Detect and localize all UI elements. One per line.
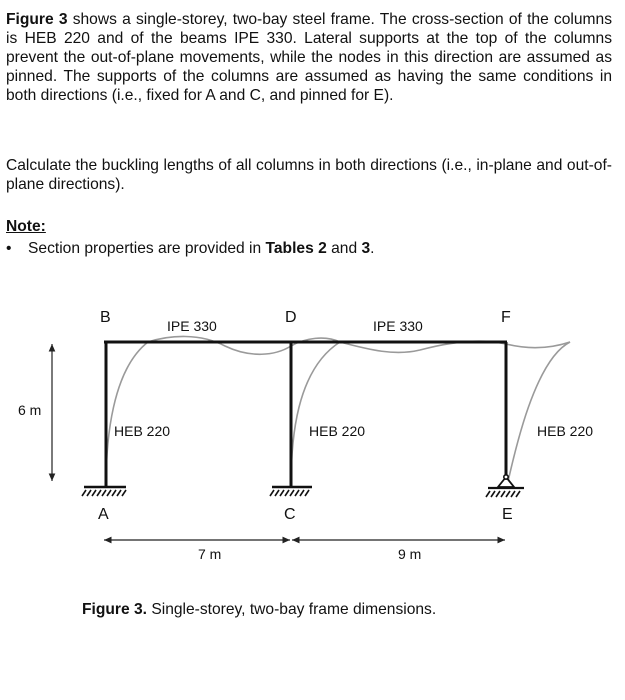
bullet-icon: • (6, 240, 12, 257)
fixed-support-a (82, 487, 126, 496)
node-label-b: B (100, 309, 111, 326)
beam-label-bd: IPE 330 (167, 318, 217, 334)
bullet-text-end: . (370, 240, 375, 257)
buckled-shape (106, 336, 570, 486)
figure-caption-number: Figure 3. (82, 601, 147, 618)
node-label-a: A (98, 506, 109, 523)
buckled-column-cd (291, 342, 340, 486)
note-title: Note: (6, 218, 46, 235)
node-label-e: E (502, 506, 513, 523)
task-statement: Calculate the buckling lengths of all columns in both directions (i.e., in-plane and out-of-plane directions). (6, 157, 612, 193)
figure-ref: Figure 3 (6, 11, 68, 28)
bullet-text-pre: Section properties are provided in (28, 240, 266, 257)
column-label-ef: HEB 220 (537, 423, 594, 439)
bullet-text-mid: and (326, 240, 362, 257)
buckled-column-ab (106, 342, 148, 486)
buckled-column-ef (507, 342, 570, 486)
pinned-support-e (486, 475, 524, 497)
column-label-cd: HEB 220 (309, 423, 366, 439)
fixed-support-c (270, 487, 312, 496)
bullet-table3-ref: 3 (361, 240, 371, 257)
figure-caption (82, 601, 436, 619)
height-label: 6 m (18, 402, 42, 418)
span-label-ce: 9 m (398, 546, 422, 562)
frame-members (104, 342, 507, 486)
beam-label-df: IPE 330 (373, 318, 423, 334)
node-label-c: C (284, 506, 296, 523)
bullet-tables-ref: Tables 2 (265, 240, 327, 257)
problem-statement-text: shows a single-storey, two-bay steel frame. The cross-section of the columns is HEB 220 and of the beams IPE 330. Lateral supports at the top of the columns prevent the out-of-plane movements, while the nodes in this direction are assumed as pinned. The supports of the columns are assumed as having the same conditions in both directions (i.e., fixed for A and C, and pinned for E). (6, 11, 612, 104)
figure-caption-text: Single-storey, two-bay frame dimensions. (147, 601, 437, 618)
node-label-d: D (285, 309, 297, 326)
node-label-f: F (501, 309, 511, 326)
span-label-ac: 7 m (198, 546, 222, 562)
buckled-beam-bd (148, 336, 340, 354)
column-label-ab: HEB 220 (114, 423, 171, 439)
